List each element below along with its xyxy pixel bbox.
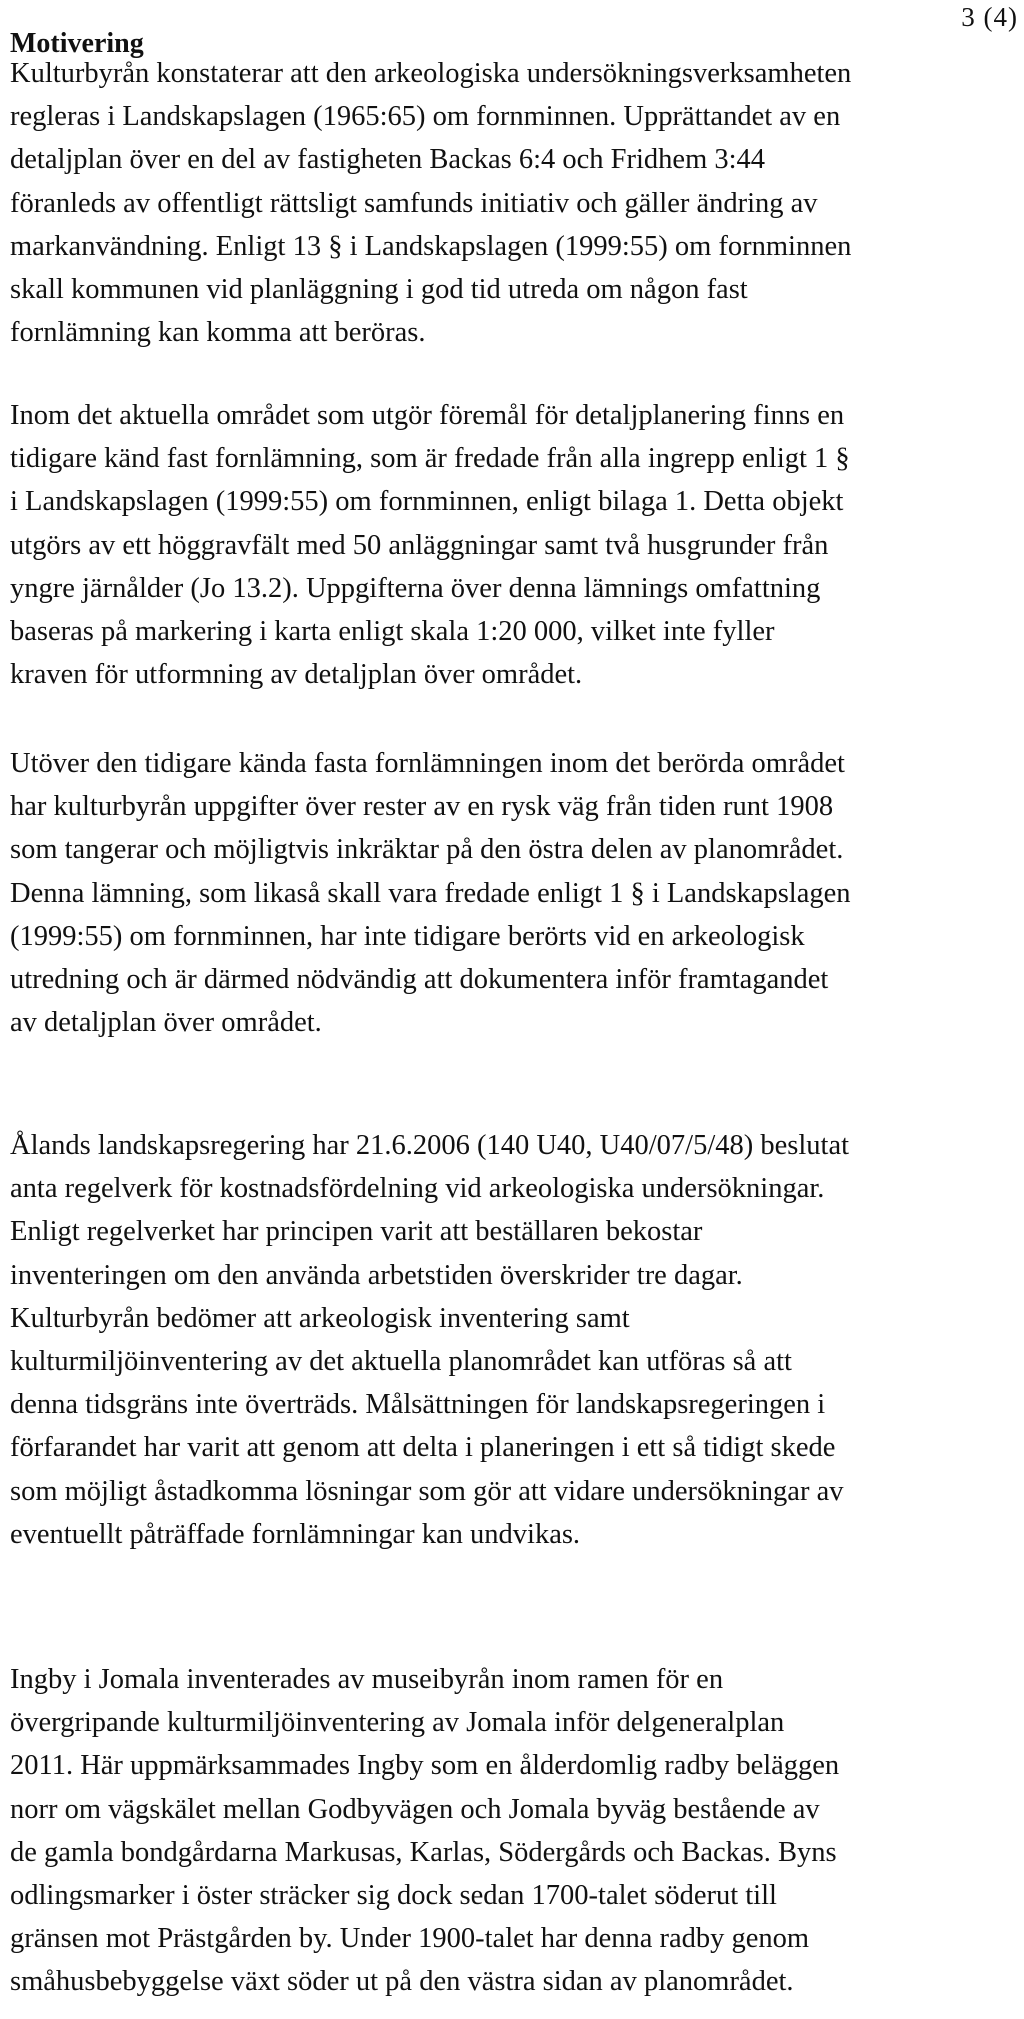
text-line: Enligt regelverket har principen varit att beställaren bekostar: [10, 1216, 703, 1248]
text-line: som tangerar och möjligtvis inkräktar på den östra delen av planområdet.: [10, 834, 844, 866]
text-line: småhusbebyggelse växt söder ut på den västra sidan av planområdet.: [10, 1966, 794, 1998]
text-line: Ålands landskapsregering har 21.6.2006 (140 U40, U40/07/5/48) beslutat: [10, 1130, 850, 1161]
text-line: Inom det aktuella området som utgör föremål för detaljplanering finns en: [10, 400, 845, 431]
text-line: odlingsmarker i öster sträcker sig dock sedan 1700-talet söderut till: [10, 1880, 777, 1912]
paragraph: [10, 394, 1020, 696]
text-line: fornlämning kan komma att beröras.: [10, 317, 426, 349]
text-line: inventeringen om den använda arbetstiden överskrider tre dagar.: [10, 1259, 743, 1291]
text-line: Kulturbyrån konstaterar att den arkeologiska undersökningsverksamheten: [10, 58, 852, 89]
text-line: eventuellt påträffade fornlämningar kan undvikas.: [10, 1518, 581, 1550]
text-line: Utöver den tidigare kända fasta fornlämningen inom det berörda området: [10, 748, 845, 779]
paragraph: [10, 52, 1020, 354]
text-line: skall kommunen vid planläggning i god tid utreda om någon fast: [10, 274, 748, 306]
text-line: denna tidsgräns inte överträds. Målsättningen för landskapsregeringen i: [10, 1389, 826, 1421]
text-line: kraven för utformning av detaljplan över området.: [10, 659, 583, 691]
text-line: 2011. Här uppmärksammades Ingby som en ålderdomlig radby beläggen: [10, 1750, 840, 1782]
text-line: av detaljplan över området.: [10, 1007, 322, 1039]
text-line: har kulturbyrån uppgifter över rester av en rysk väg från tiden runt 1908: [10, 791, 834, 823]
text-line: som möjligt åstadkomma lösningar som gör att vidare undersökningar av: [10, 1475, 844, 1507]
text-line: i Landskapslagen (1999:55) om fornminnen, enligt bilaga 1. Detta objekt: [10, 486, 844, 518]
text-line: (1999:55) om fornminnen, har inte tidigare berörts vid en arkeologisk: [10, 920, 805, 952]
text-line: baseras på markering i karta enligt skala 1:20 000, vilket inte fyller: [10, 616, 775, 648]
text-line: föranleds av offentligt rättsligt samfunds initiativ och gäller ändring av: [10, 187, 818, 219]
text-line: utgörs av ett höggravfält med 50 anläggningar samt två husgrunder från: [10, 529, 829, 561]
text-line: detaljplan över en del av fastigheten Backas 6:4 och Fridhem 3:44: [10, 144, 766, 176]
paragraph: [10, 1124, 1020, 1556]
text-line: markanvändning. Enligt 13 § i Landskapslagen (1999:55) om fornminnen: [10, 230, 852, 262]
text-line: de gamla bondgårdarna Markusas, Karlas, Södergårds och Backas. Byns: [10, 1836, 837, 1868]
text-line: Kulturbyrån bedömer att arkeologisk inventering samt: [10, 1302, 630, 1334]
text-line: anta regelverk för kostnadsfördelning vid arkeologiska undersökningar.: [10, 1173, 825, 1205]
paragraph: [10, 1658, 1020, 2004]
text-line: regleras i Landskapslagen (1965:65) om fornminnen. Upprättandet av en: [10, 101, 841, 133]
text-line: kulturmiljöinventering av det aktuella planområdet kan utföras så att: [10, 1346, 792, 1378]
paragraph: [10, 742, 1020, 1044]
text-line: övergripande kulturmiljöinventering av Jomala inför delgeneralplan: [10, 1707, 785, 1739]
text-line: tidigare känd fast fornlämning, som är fredade från alla ingrepp enligt 1 §: [10, 443, 850, 475]
text-line: Denna lämning, som likaså skall vara fredade enligt 1 § i Landskapslagen: [10, 877, 851, 909]
text-line: yngre järnålder (Jo 13.2). Uppgifterna över denna lämnings omfattning: [10, 572, 821, 604]
text-line: Ingby i Jomala inventerades av museibyrån inom ramen för en: [10, 1664, 724, 1695]
text-line: utredning och är därmed nödvändig att dokumentera inför framtagandet: [10, 964, 829, 996]
text-line: förfarandet har varit att genom att delta i planeringen i ett så tidigt skede: [10, 1432, 836, 1464]
text-line: gränsen mot Prästgården by. Under 1900-talet har denna radby genom: [10, 1923, 810, 1955]
page-number: 3 (4): [961, 2, 1018, 32]
section-heading: Motivering: [10, 28, 144, 59]
text-line: norr om vägskälet mellan Godbyvägen och Jomala byväg bestående av: [10, 1793, 820, 1825]
